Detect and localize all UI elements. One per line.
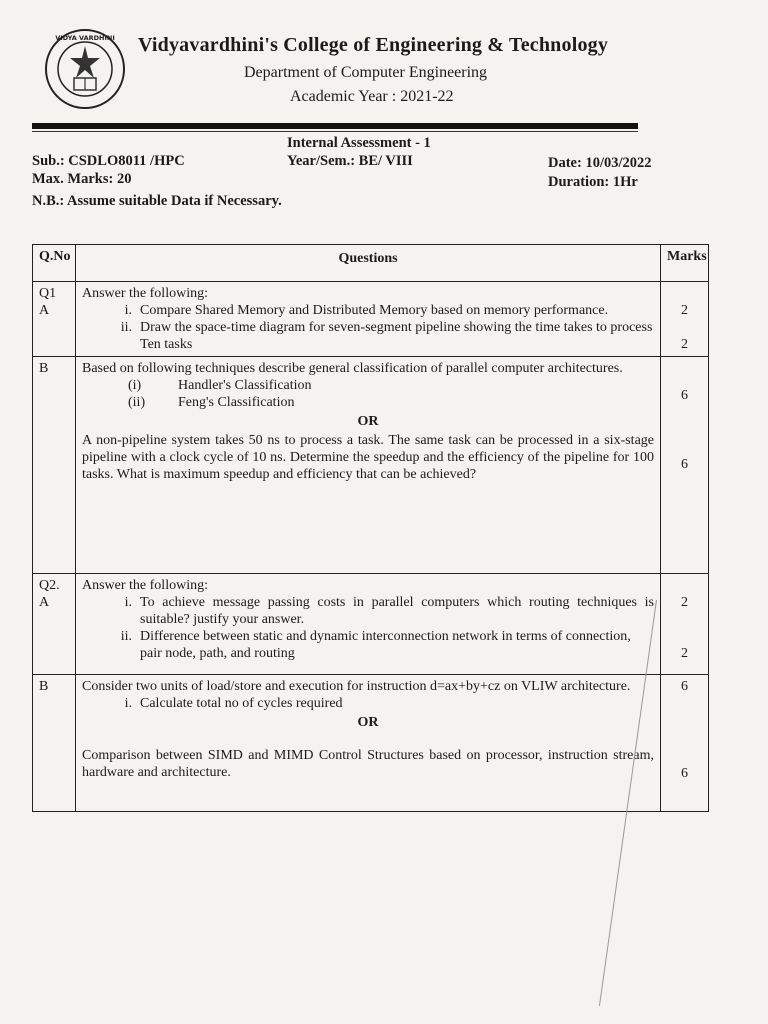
item-text: To achieve message passing costs in parallel computers which routing techniques is suitable? justify your answer. — [140, 595, 654, 627]
column-header-marks: Marks — [661, 245, 709, 282]
or-separator: OR — [357, 715, 379, 730]
header-divider-thin — [32, 131, 638, 132]
item-number: (i) — [128, 378, 142, 393]
question-text — [76, 574, 661, 675]
item-number: (ii) — [128, 395, 146, 410]
question-text — [76, 282, 661, 357]
exam-duration: Duration: 1Hr — [548, 174, 638, 190]
table-row — [33, 574, 709, 675]
question-table — [32, 244, 709, 812]
item-number: i. — [124, 696, 132, 711]
list-item — [128, 394, 654, 411]
item-text: Feng's Classification — [178, 395, 295, 410]
academic-year: Academic Year : 2021-22 — [290, 88, 454, 105]
question-part-label: A — [39, 303, 50, 318]
mark-value: 2 — [681, 337, 688, 352]
college-logo — [44, 28, 126, 110]
year-semester: Year/Sem.: BE/ VIII — [287, 153, 413, 169]
mark-value: 6 — [681, 766, 688, 781]
mark-value: 6 — [681, 679, 688, 694]
question-number — [33, 282, 76, 357]
list-item — [100, 319, 654, 353]
max-marks: Max. Marks: 20 — [32, 171, 132, 187]
question-paragraph: Consider two units of load/store and execution for instruction d=ax+by+cz on VLIW architecture. — [82, 679, 631, 694]
svg-text:VIDYA VARDHINI: VIDYA VARDHINI — [55, 34, 115, 42]
mark-value: 2 — [681, 303, 688, 318]
mark-value: 2 — [681, 595, 688, 610]
list-item — [100, 628, 654, 662]
question-paragraph: A non-pipeline system takes 50 ns to process a task. The same task can be processed in a six-stage pipeline with a clock cycle of 10 ns. Determine the speedup and the efficiency of the pipeline for 100 tasks. What is maximum speedup and efficiency that can be achieved? — [82, 433, 654, 482]
college-seal-icon — [44, 28, 126, 110]
question-part-label: A — [39, 595, 50, 610]
marks-cell — [661, 574, 709, 675]
exam-date: Date: 10/03/2022 — [548, 155, 652, 171]
question-number: B — [33, 357, 76, 574]
column-header-qno: Q.No — [33, 245, 76, 282]
or-separator: OR — [357, 414, 379, 429]
item-text: Calculate total no of cycles required — [140, 696, 343, 711]
list-item — [100, 695, 654, 712]
mark-value: 2 — [681, 646, 688, 661]
column-header-questions: Questions — [76, 245, 661, 282]
marks-cell — [661, 282, 709, 357]
question-text — [76, 675, 661, 812]
college-name: Vidyavardhini's College of Engineering & Technology — [138, 34, 609, 56]
list-item — [100, 594, 654, 628]
table-row — [33, 357, 709, 574]
question-number-label: Q1 — [39, 286, 57, 301]
item-number: ii. — [120, 629, 132, 644]
question-intro: Answer the following: — [82, 578, 208, 593]
question-intro: Answer the following: — [82, 286, 208, 301]
question-number — [33, 574, 76, 675]
mark-value: 6 — [681, 388, 688, 403]
table-header-row — [33, 245, 709, 282]
question-number: B — [33, 675, 76, 812]
exam-note: N.B.: Assume suitable Data if Necessary. — [32, 193, 282, 209]
item-number: ii. — [120, 320, 132, 335]
subject-code: Sub.: CSDLO8011 /HPC — [32, 153, 185, 169]
list-item — [100, 302, 654, 319]
mark-value: 6 — [681, 457, 688, 472]
question-text — [76, 357, 661, 574]
item-text: Handler's Classification — [178, 378, 312, 393]
marks-cell — [661, 357, 709, 574]
assessment-title: Internal Assessment - 1 — [287, 135, 431, 151]
list-item — [128, 377, 654, 394]
header-divider — [32, 123, 638, 129]
question-paragraph: Comparison between SIMD and MIMD Control Structures based on processor, instruction stream, hardware and architecture. — [82, 748, 654, 780]
item-number: i. — [124, 303, 132, 318]
item-number: i. — [124, 595, 132, 610]
item-text: Draw the space-time diagram for seven-segment pipeline showing the time takes to process Ten tasks — [140, 320, 653, 352]
question-paragraph: Based on following techniques describe general classification of parallel computer architectures. — [82, 361, 623, 376]
item-text: Compare Shared Memory and Distributed Memory based on memory performance. — [140, 303, 609, 318]
question-number-label: Q2. — [39, 578, 60, 593]
item-text: Difference between static and dynamic interconnection network in terms of connection, pair node, path, and routing — [140, 629, 631, 661]
table-row — [33, 282, 709, 357]
table-row — [33, 675, 709, 812]
marks-cell — [661, 675, 709, 812]
department-name: Department of Computer Engineering — [244, 64, 488, 81]
